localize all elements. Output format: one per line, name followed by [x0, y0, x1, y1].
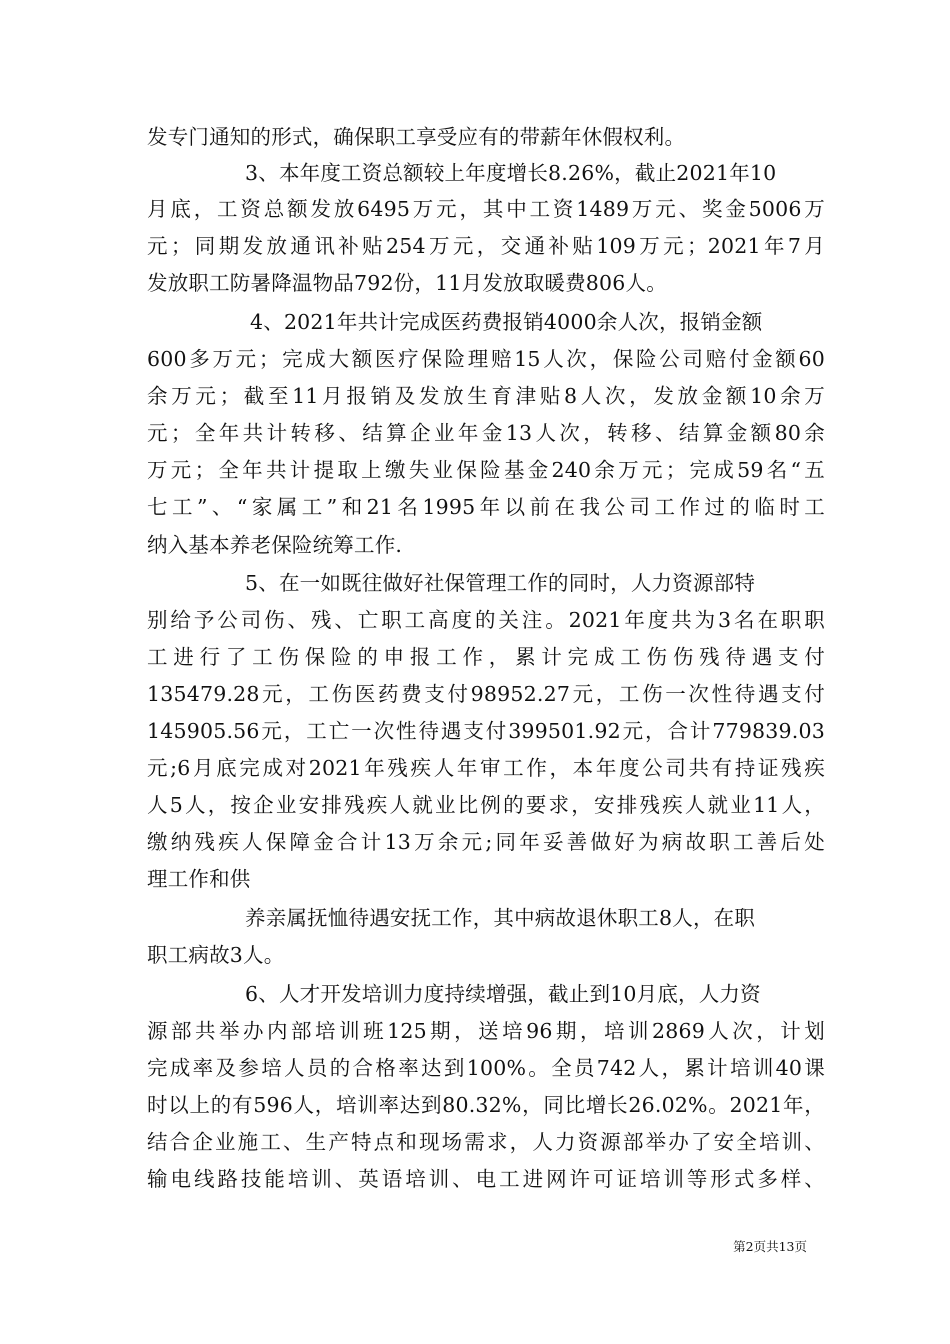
page-number: 第2页共13页	[733, 1239, 807, 1254]
text-line: 6、人才开发培训力度持续增强，截止到10月底，人力资	[245, 982, 761, 1006]
text-line: 发专门通知的形式，确保职工享受应有的带薪年休假权利。	[147, 125, 686, 149]
text-line: 元;6月底完成对2021年残疾人年审工作，本年度公司共有持证残疾	[147, 756, 825, 780]
text-line: 别给予公司伤、残、亡职工高度的关注。2021年度共为3名在职职	[147, 608, 825, 632]
text-line: 结合企业施工、生产特点和现场需求，人力资源部举办了安全培训、	[147, 1130, 825, 1154]
text-line: 元；全年共计转移、结算企业年金13人次，转移、结算金额80余	[147, 421, 825, 445]
text-line: 源部共举办内部培训班125期，送培96期，培训2869人次，计划	[147, 1019, 825, 1043]
text-line: 元；同期发放通讯补贴254万元，交通补贴109万元；2021年7月	[147, 234, 825, 258]
text-line: 缴纳残疾人保障金合计13万余元;同年妥善做好为病故职工善后处	[147, 830, 825, 854]
text-line: 养亲属抚恤待遇安抚工作，其中病故退休职工8人，在职	[245, 906, 756, 930]
text-line: 工进行了工伤保险的申报工作，累计完成工伤伤残待遇支付	[147, 645, 825, 669]
text-line: 完成率及参培人员的合格率达到100%。全员742人，累计培训40课	[147, 1056, 825, 1080]
text-line: 月底，工资总额发放6495万元，其中工资1489万元、奖金5006万	[147, 197, 825, 221]
text-line: 时以上的有596人，培训率达到80.32%，同比增长26.02%。2021年，	[147, 1093, 825, 1117]
text-line: 七工”、“家属工”和21名1995年以前在我公司工作过的临时工	[147, 495, 825, 519]
text-line: 人5人，按企业安排残疾人就业比例的要求，安排残疾人就业11人，	[147, 793, 825, 817]
text-line: 职工病故3人。	[147, 943, 285, 967]
text-line: 3、本年度工资总额较上年度增长8.26%，截止2021年10	[245, 161, 777, 185]
text-line: 输电线路技能培训、英语培训、电工进网许可证培训等形式多样、	[147, 1167, 825, 1191]
text-line: 5、在一如既往做好社保管理工作的同时，人力资源部特	[245, 571, 756, 595]
text-line: 发放职工防暑降温物品792份，11月发放取暖费806人。	[147, 271, 667, 295]
text-line: 纳入基本养老保险统筹工作.	[147, 533, 403, 557]
text-line: 145905.56元，工亡一次性待遇支付399501.92元，合计779839.03	[147, 719, 825, 743]
text-line: 万元；全年共计提取上缴失业保险基金240余万元；完成59名“五	[147, 458, 825, 482]
text-line: 理工作和供	[147, 867, 251, 891]
text-line: 135479.28元，工伤医药费支付98952.27元，工伤一次性待遇支付	[147, 682, 825, 706]
text-line: 4、2021年共计完成医药费报销4000余人次，报销金额	[250, 310, 763, 334]
text-line: 600多万元；完成大额医疗保险理赔15人次，保险公司赔付金额60	[147, 347, 825, 371]
text-line: 余万元；截至11月报销及发放生育津贴8人次，发放金额10余万	[147, 384, 825, 408]
